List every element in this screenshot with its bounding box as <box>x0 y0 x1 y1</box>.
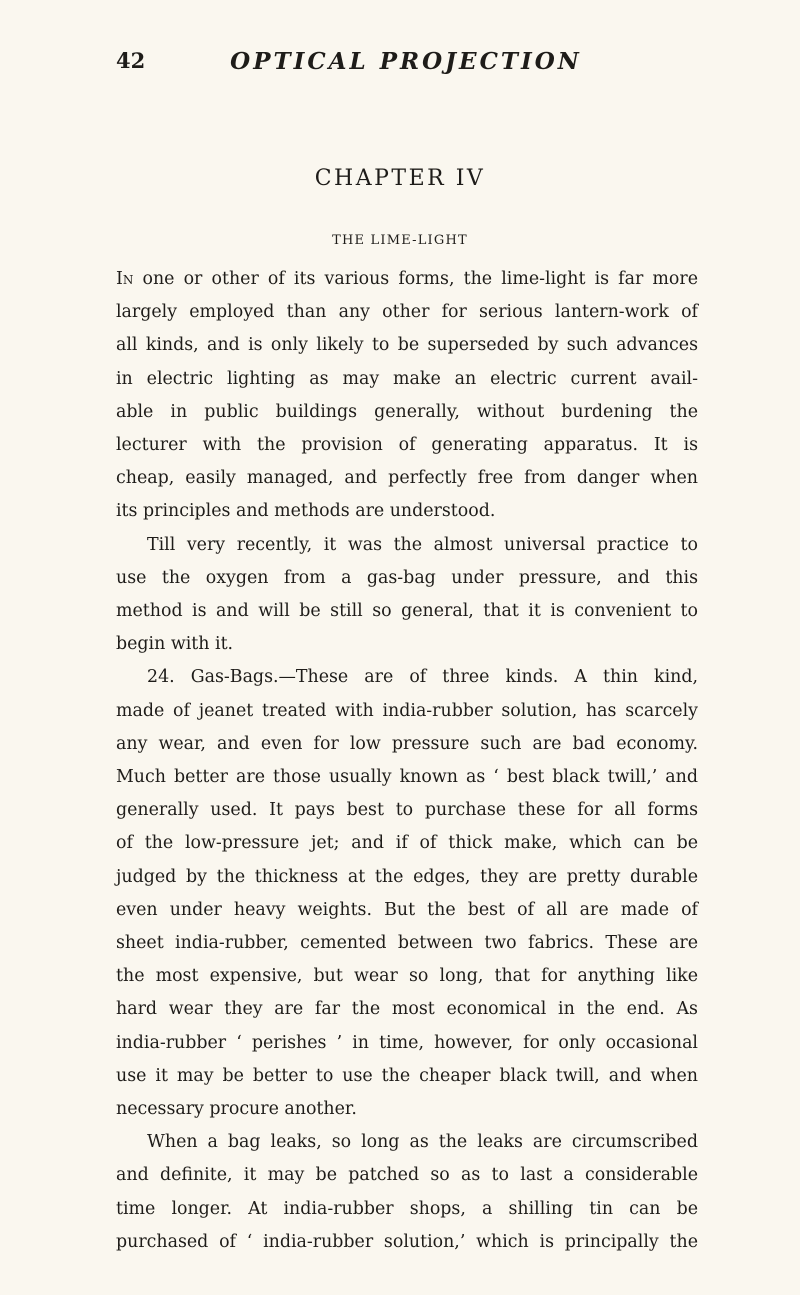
text-line: generally used. It pays best to purchase these for all forms <box>116 800 698 821</box>
text-line: hard wear they are far the most economical in the end. As <box>116 999 698 1020</box>
text-line: begin with it. <box>116 634 234 655</box>
text-line: necessary procure another. <box>116 1099 357 1120</box>
page-number: 42 <box>116 48 146 73</box>
text-line: any wear, and even for low pressure such are bad economy. <box>116 733 698 754</box>
text-line: Much better are those usually known as ‘ best black twill,’ and <box>116 767 698 788</box>
text-line: When a bag leaks, so long as the leaks are circumscribed <box>147 1132 698 1153</box>
text-line: 24. Gas-Bags.—These are of three kinds. A thin kind, <box>147 667 698 688</box>
text-line: judged by the thickness at the edges, they are pretty durable <box>116 866 698 887</box>
text-line: largely employed than any other for serious lantern-work of <box>116 302 698 323</box>
text-line: made of jeanet treated with india-rubber solution, has scarcely <box>116 700 698 721</box>
text-line: cheap, easily managed, and perfectly free from danger when <box>116 468 698 489</box>
text-line: india-rubber ‘ perishes ’ in time, however, for only occasional <box>116 1032 698 1053</box>
text-line: of the low-pressure jet; and if of thick make, which can be <box>116 833 698 854</box>
text-line: Till very recently, it was the almost universal practice to <box>147 534 698 555</box>
text-line: use the oxygen from a gas-bag under pressure, and this <box>116 567 698 588</box>
drop-word: In <box>116 269 134 289</box>
text-line: time longer. At india-rubber shops, a shilling tin can be <box>116 1198 698 1219</box>
text-line: In one or other of its various forms, the lime-light is far more <box>116 269 698 289</box>
chapter-subtitle: THE LIME-LIGHT <box>332 233 468 248</box>
chapter-title: CHAPTER IV <box>314 166 486 191</box>
running-title: OPTICAL PROJECTION <box>230 48 582 75</box>
text-line: lecturer with the provision of generating apparatus. It is <box>116 435 698 456</box>
text-line: able in public buildings generally, without burdening the <box>116 401 698 422</box>
text-line: in electric lighting as may make an electric current avail- <box>116 368 698 389</box>
page-header <box>116 48 696 78</box>
text-line: purchased of ‘ india-rubber solution,’ which is principally the <box>116 1231 698 1252</box>
text-line: its principles and methods are understood. <box>116 501 496 522</box>
body-text <box>116 263 698 1259</box>
text-line: method is and will be still so general, that it is convenient to <box>116 601 698 622</box>
text-line: even under heavy weights. But the best of all are made of <box>116 899 698 920</box>
text-line: and definite, it may be patched so as to last a considerable <box>116 1165 698 1186</box>
text-line: all kinds, and is only likely to be superseded by such advances <box>116 335 698 356</box>
text-line: use it may be better to use the cheaper black twill, and when <box>116 1065 698 1086</box>
text-line: sheet india-rubber, cemented between two fabrics. These are <box>116 933 698 954</box>
text-line: the most expensive, but wear so long, that for anything like <box>116 966 698 987</box>
